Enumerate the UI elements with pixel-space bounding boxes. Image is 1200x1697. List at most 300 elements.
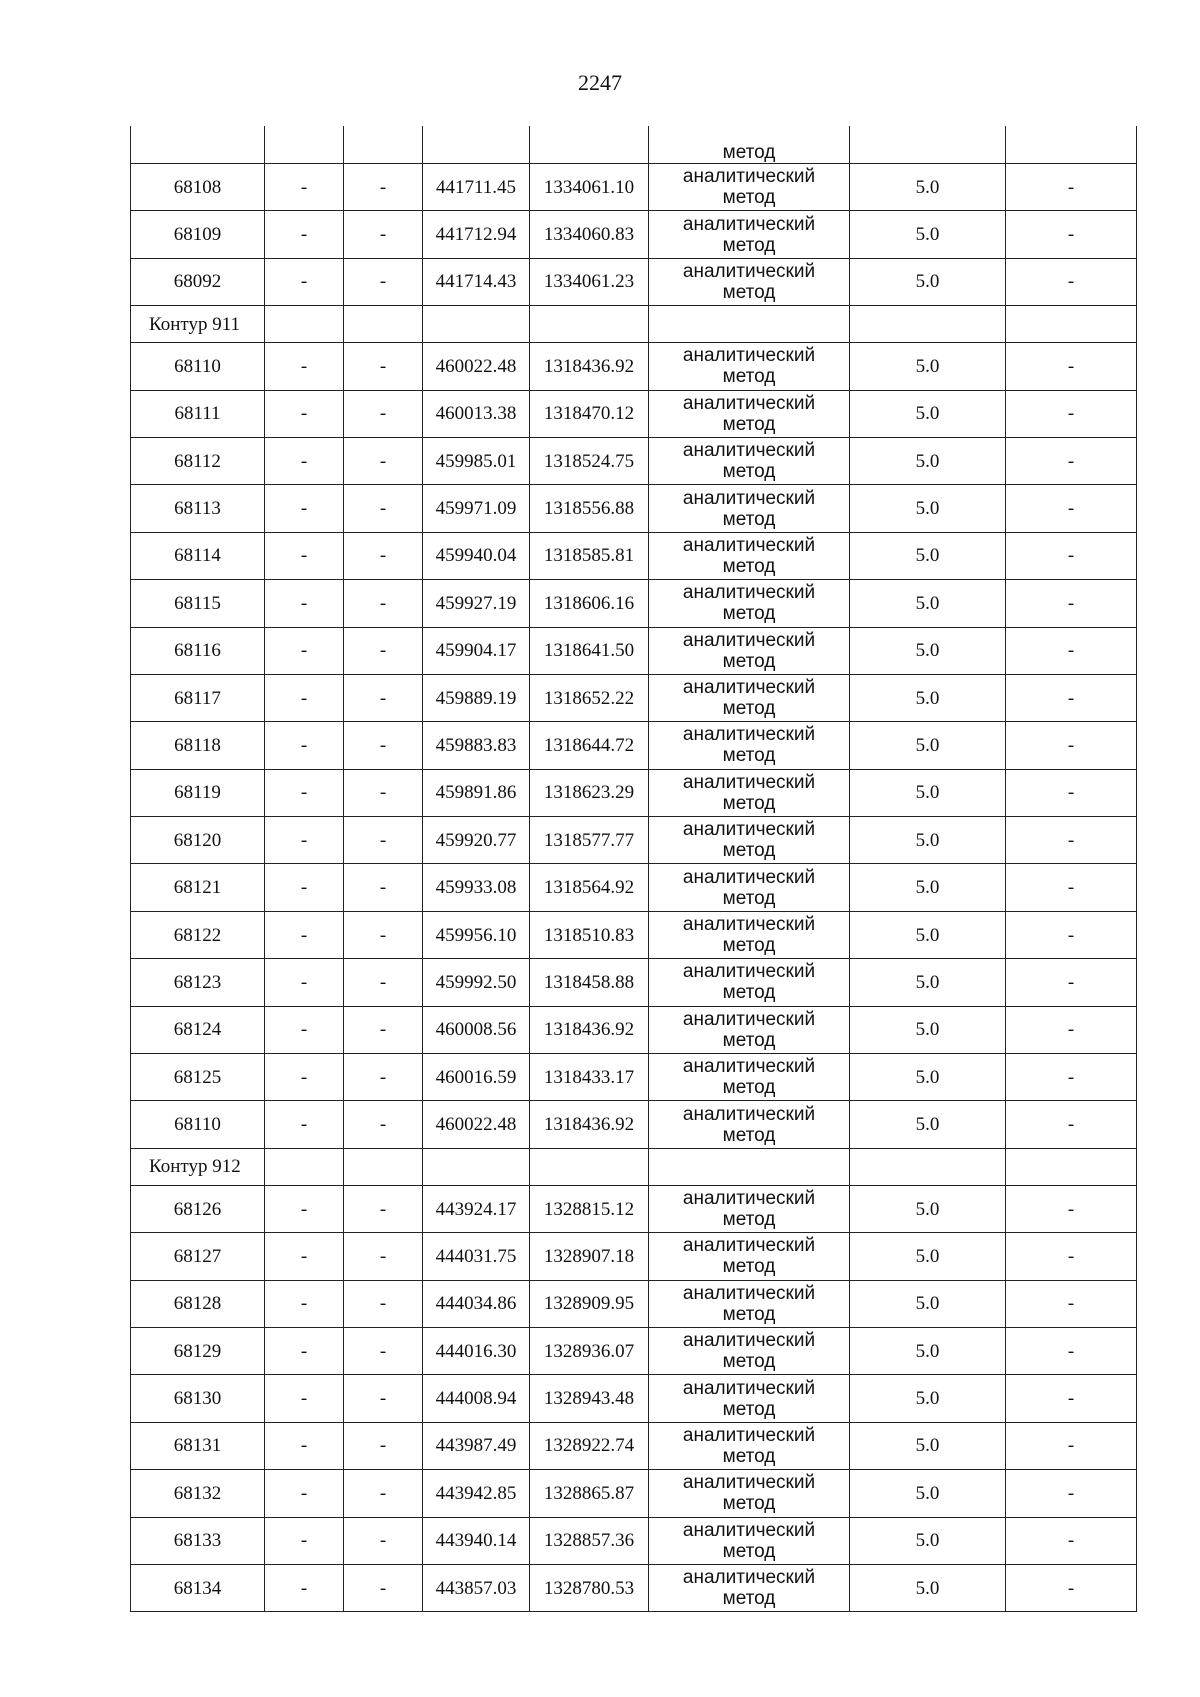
dash-cell: - (1006, 1375, 1137, 1422)
accuracy-cell: 5.0 (850, 627, 1006, 674)
dash-cell: - (344, 1375, 423, 1422)
point-id-cell: 68128 (131, 1280, 265, 1327)
dash-cell: - (265, 532, 344, 579)
x-coordinate-cell: 459956.10 (423, 911, 530, 958)
accuracy-cell: 5.0 (850, 1233, 1006, 1280)
method-line-2: метод (722, 887, 776, 909)
dash-cell: - (344, 1470, 423, 1517)
accuracy-cell: 5.0 (850, 674, 1006, 721)
dash-cell: - (1006, 1564, 1137, 1611)
table-row (131, 1054, 1137, 1101)
table-row (131, 1101, 1137, 1148)
table-cell (649, 306, 850, 343)
method-line-1: аналитический (682, 582, 816, 604)
method-line-2: метод (722, 1398, 776, 1420)
point-id-cell: 68129 (131, 1327, 265, 1374)
table-row (131, 1564, 1137, 1611)
x-coordinate-cell: 443857.03 (423, 1564, 530, 1611)
dash-cell: - (265, 1054, 344, 1101)
table-row (131, 674, 1137, 721)
accuracy-cell: 5.0 (850, 1054, 1006, 1101)
accuracy-cell: 5.0 (850, 911, 1006, 958)
method-line-1: аналитический (682, 1103, 816, 1125)
method-cell (649, 580, 850, 627)
accuracy-cell: 5.0 (850, 769, 1006, 816)
method-line-1: аналитический (682, 819, 816, 841)
method-line-1: аналитический (682, 345, 816, 367)
method-line-2: метод (722, 1493, 776, 1515)
method-line-1: аналитический (682, 914, 816, 936)
table-cell (530, 1148, 649, 1185)
dash-cell: - (1006, 164, 1137, 211)
y-coordinate-cell: 1334061.23 (530, 258, 649, 305)
point-id-cell: 68111 (131, 390, 265, 437)
accuracy-cell: 5.0 (850, 1327, 1006, 1374)
dash-cell: - (265, 1422, 344, 1469)
method-cell (649, 1280, 850, 1327)
y-coordinate-cell: 1328780.53 (530, 1564, 649, 1611)
x-coordinate-cell: 460016.59 (423, 1054, 530, 1101)
y-coordinate-cell: 1328815.12 (530, 1185, 649, 1232)
dash-cell: - (344, 1564, 423, 1611)
dash-cell: - (1006, 674, 1137, 721)
dash-cell: - (344, 258, 423, 305)
method-line-2: метод (722, 281, 776, 303)
y-coordinate-cell: 1318564.92 (530, 864, 649, 911)
method-line-2: метод (722, 461, 776, 483)
table-cell (265, 1148, 344, 1185)
point-id-cell: 68123 (131, 959, 265, 1006)
method-cell (649, 1422, 850, 1469)
method-cell (649, 258, 850, 305)
accuracy-cell: 5.0 (850, 1375, 1006, 1422)
table-row (131, 769, 1137, 816)
dash-cell: - (1006, 1280, 1137, 1327)
dash-cell: - (344, 437, 423, 484)
dash-cell: - (265, 1517, 344, 1564)
accuracy-cell: 5.0 (850, 1101, 1006, 1148)
method-cell (649, 959, 850, 1006)
dash-cell: - (1006, 1517, 1137, 1564)
accuracy-cell: 5.0 (850, 532, 1006, 579)
y-coordinate-cell: 1318436.92 (530, 1006, 649, 1053)
point-id-cell: 68130 (131, 1375, 265, 1422)
coordinates-table (130, 126, 1137, 1612)
method-cell (649, 1006, 850, 1053)
dash-cell: - (265, 164, 344, 211)
table-cell (530, 306, 649, 343)
method-cell (649, 1564, 850, 1611)
dash-cell: - (1006, 1006, 1137, 1053)
method-cell (649, 1327, 850, 1374)
accuracy-cell: 5.0 (850, 1470, 1006, 1517)
dash-cell: - (265, 211, 344, 258)
method-line-2: метод (722, 1351, 776, 1373)
point-id-cell: 68114 (131, 532, 265, 579)
x-coordinate-cell: 460022.48 (423, 343, 530, 390)
x-coordinate-cell: 460013.38 (423, 390, 530, 437)
method-line-1: аналитический (682, 487, 816, 509)
dash-cell: - (1006, 911, 1137, 958)
dash-cell: - (1006, 959, 1137, 1006)
y-coordinate-cell: 1318577.77 (530, 817, 649, 864)
table-cell (530, 126, 649, 164)
dash-cell: - (344, 1185, 423, 1232)
x-coordinate-cell: 459891.86 (423, 769, 530, 816)
method-cell (649, 1375, 850, 1422)
method-line-1: аналитический (682, 440, 816, 462)
method-cell (649, 1054, 850, 1101)
method-line-2: метод (722, 840, 776, 862)
method-line-1: аналитический (682, 534, 816, 556)
x-coordinate-cell: 441711.45 (423, 164, 530, 211)
method-line-1: аналитический (682, 724, 816, 746)
dash-cell: - (265, 817, 344, 864)
dash-cell: - (1006, 1101, 1137, 1148)
accuracy-cell: 5.0 (850, 1280, 1006, 1327)
point-id-cell: 68121 (131, 864, 265, 911)
method-cell (649, 864, 850, 911)
dash-cell: - (1006, 1422, 1137, 1469)
dash-cell: - (344, 1422, 423, 1469)
point-id-cell: 68118 (131, 722, 265, 769)
method-cell (649, 1185, 850, 1232)
table-cell (423, 1148, 530, 1185)
dash-cell: - (1006, 1233, 1137, 1280)
x-coordinate-cell: 444016.30 (423, 1327, 530, 1374)
method-line-2: метод (722, 1077, 776, 1099)
table-cell (850, 1148, 1006, 1185)
dash-cell: - (344, 864, 423, 911)
dash-cell: - (265, 1280, 344, 1327)
dash-cell: - (344, 1517, 423, 1564)
dash-cell: - (344, 211, 423, 258)
method-line-1: аналитический (682, 1519, 816, 1541)
accuracy-cell: 5.0 (850, 485, 1006, 532)
dash-cell: - (1006, 1185, 1137, 1232)
x-coordinate-cell: 444031.75 (423, 1233, 530, 1280)
method-line-1: аналитический (682, 1424, 816, 1446)
method-line-2: метод (722, 234, 776, 256)
dash-cell: - (265, 627, 344, 674)
table-cell (850, 126, 1006, 164)
dash-cell: - (344, 1233, 423, 1280)
method-line-1: аналитический (682, 866, 816, 888)
table-row (131, 1185, 1137, 1232)
table-cell (1006, 126, 1137, 164)
accuracy-cell: 5.0 (850, 258, 1006, 305)
x-coordinate-cell: 459971.09 (423, 485, 530, 532)
point-id-cell: 68124 (131, 1006, 265, 1053)
dash-cell: - (344, 627, 423, 674)
dash-cell: - (1006, 864, 1137, 911)
dash-cell: - (344, 817, 423, 864)
y-coordinate-cell: 1328865.87 (530, 1470, 649, 1517)
dash-cell: - (1006, 343, 1137, 390)
method-line-2: метод (722, 792, 776, 814)
method-cell: метод (649, 126, 850, 164)
table-row (131, 1233, 1137, 1280)
dash-cell: - (265, 1327, 344, 1374)
dash-cell: - (1006, 769, 1137, 816)
table-cell (131, 126, 265, 164)
method-cell (649, 390, 850, 437)
table-row (131, 1280, 1137, 1327)
dash-cell: - (344, 1101, 423, 1148)
method-line-2: метод (722, 1303, 776, 1325)
x-coordinate-cell: 459933.08 (423, 864, 530, 911)
table-cell (265, 126, 344, 164)
dash-cell: - (1006, 532, 1137, 579)
y-coordinate-cell: 1328922.74 (530, 1422, 649, 1469)
table-row (131, 817, 1137, 864)
dash-cell: - (265, 1101, 344, 1148)
method-cell (649, 769, 850, 816)
dash-cell: - (265, 911, 344, 958)
x-coordinate-cell: 459920.77 (423, 817, 530, 864)
method-line-2: метод (722, 1540, 776, 1562)
y-coordinate-cell: 1318585.81 (530, 532, 649, 579)
table-row (131, 959, 1137, 1006)
dash-cell: - (265, 1006, 344, 1053)
dash-cell: - (344, 722, 423, 769)
point-id-cell: 68116 (131, 627, 265, 674)
table-cell (1006, 1148, 1137, 1185)
dash-cell: - (344, 959, 423, 1006)
dash-cell: - (265, 674, 344, 721)
method-line-2: метод (722, 508, 776, 530)
accuracy-cell: 5.0 (850, 1517, 1006, 1564)
x-coordinate-cell: 459927.19 (423, 580, 530, 627)
accuracy-cell: 5.0 (850, 343, 1006, 390)
page-number: 2247 (578, 70, 622, 95)
method-line-2: метод (722, 413, 776, 435)
y-coordinate-cell: 1318623.29 (530, 769, 649, 816)
method-line-2: метод (722, 603, 776, 625)
y-coordinate-cell: 1318524.75 (530, 437, 649, 484)
table-row (131, 1327, 1137, 1374)
y-coordinate-cell: 1318436.92 (530, 1101, 649, 1148)
dash-cell: - (1006, 722, 1137, 769)
point-id-cell: 68119 (131, 769, 265, 816)
y-coordinate-cell: 1334060.83 (530, 211, 649, 258)
table-row (131, 580, 1137, 627)
x-coordinate-cell: 460008.56 (423, 1006, 530, 1053)
method-line-1: аналитический (682, 1330, 816, 1352)
accuracy-cell: 5.0 (850, 1185, 1006, 1232)
x-coordinate-cell: 460022.48 (423, 1101, 530, 1148)
table-cell (1006, 306, 1137, 343)
method-line-1: аналитический (682, 1056, 816, 1078)
dash-cell: - (344, 164, 423, 211)
dash-cell: - (265, 959, 344, 1006)
y-coordinate-cell: 1318556.88 (530, 485, 649, 532)
point-id-cell: 68113 (131, 485, 265, 532)
y-coordinate-cell: 1318644.72 (530, 722, 649, 769)
method-line-1: аналитический (682, 1377, 816, 1399)
dash-cell: - (1006, 211, 1137, 258)
accuracy-cell: 5.0 (850, 437, 1006, 484)
table-row (131, 864, 1137, 911)
dash-cell: - (1006, 390, 1137, 437)
table-row (131, 627, 1137, 674)
method-cell (649, 437, 850, 484)
method-cell (649, 674, 850, 721)
dash-cell: - (265, 437, 344, 484)
accuracy-cell: 5.0 (850, 580, 1006, 627)
table-row (131, 437, 1137, 484)
method-line-1: аналитический (682, 1567, 816, 1589)
y-coordinate-cell: 1318641.50 (530, 627, 649, 674)
table-cell (344, 126, 423, 164)
table-row (131, 211, 1137, 258)
method-line-1: аналитический (682, 166, 816, 188)
y-coordinate-cell: 1328857.36 (530, 1517, 649, 1564)
table-row (131, 390, 1137, 437)
point-id-cell: 68092 (131, 258, 265, 305)
method-line-2: метод (722, 1029, 776, 1051)
method-line-2: метод (722, 935, 776, 957)
table-row (131, 722, 1137, 769)
dash-cell: - (1006, 1327, 1137, 1374)
dash-cell: - (344, 343, 423, 390)
point-id-cell: 68110 (131, 343, 265, 390)
dash-cell: - (1006, 437, 1137, 484)
dash-cell: - (265, 1185, 344, 1232)
table-row (131, 1517, 1137, 1564)
point-id-cell: 68126 (131, 1185, 265, 1232)
method-line-2: метод (722, 1256, 776, 1278)
dash-cell: - (344, 1327, 423, 1374)
method-cell (649, 164, 850, 211)
method-line-2: метод (722, 187, 776, 209)
x-coordinate-cell: 459940.04 (423, 532, 530, 579)
y-coordinate-cell: 1334061.10 (530, 164, 649, 211)
accuracy-cell: 5.0 (850, 864, 1006, 911)
method-cell (649, 532, 850, 579)
x-coordinate-cell: 459992.50 (423, 959, 530, 1006)
method-line-1: аналитический (682, 677, 816, 699)
accuracy-cell: 5.0 (850, 817, 1006, 864)
accuracy-cell: 5.0 (850, 959, 1006, 1006)
method-line-1: аналитический (682, 1235, 816, 1257)
dash-cell: - (265, 485, 344, 532)
x-coordinate-cell: 459904.17 (423, 627, 530, 674)
x-coordinate-cell: 443924.17 (423, 1185, 530, 1232)
method-line-1: аналитический (682, 1008, 816, 1030)
point-id-cell: 68125 (131, 1054, 265, 1101)
method-line-2: метод (722, 698, 776, 720)
method-cell (649, 627, 850, 674)
method-line-2: метод (722, 1445, 776, 1467)
x-coordinate-cell: 441712.94 (423, 211, 530, 258)
method-cell (649, 911, 850, 958)
point-id-cell: 68112 (131, 437, 265, 484)
dash-cell: - (265, 769, 344, 816)
point-id-cell: 68133 (131, 1517, 265, 1564)
dash-cell: - (265, 722, 344, 769)
y-coordinate-cell: 1318436.92 (530, 343, 649, 390)
accuracy-cell: 5.0 (850, 390, 1006, 437)
accuracy-cell: 5.0 (850, 722, 1006, 769)
method-cell (649, 1517, 850, 1564)
method-cell (649, 817, 850, 864)
table-cell (265, 306, 344, 343)
y-coordinate-cell: 1318606.16 (530, 580, 649, 627)
method-line-1: аналитический (682, 629, 816, 651)
point-id-cell: 68127 (131, 1233, 265, 1280)
y-coordinate-cell: 1318470.12 (530, 390, 649, 437)
table-cell (850, 306, 1006, 343)
method-line-1: аналитический (682, 1472, 816, 1494)
point-id-cell: 68117 (131, 674, 265, 721)
accuracy-cell: 5.0 (850, 164, 1006, 211)
dash-cell: - (265, 1470, 344, 1517)
table-row (131, 258, 1137, 305)
table-cell (423, 126, 530, 164)
y-coordinate-cell: 1328907.18 (530, 1233, 649, 1280)
method-line-2: метод (722, 555, 776, 577)
method-line-1: аналитический (682, 1188, 816, 1209)
method-line-2: метод (722, 1588, 776, 1610)
dash-cell: - (1006, 580, 1137, 627)
dash-cell: - (344, 769, 423, 816)
contour-label: Контур 911 (131, 306, 265, 343)
method-line-2: метод (722, 1209, 776, 1230)
continuation-row (131, 126, 1137, 164)
table-row (131, 343, 1137, 390)
contour-header-row (131, 306, 1137, 343)
accuracy-cell: 5.0 (850, 1422, 1006, 1469)
point-id-cell: 68122 (131, 911, 265, 958)
dash-cell: - (1006, 1054, 1137, 1101)
dash-cell: - (265, 390, 344, 437)
dash-cell: - (344, 390, 423, 437)
table-cell (423, 306, 530, 343)
method-line-2: метод (722, 745, 776, 767)
dash-cell: - (265, 258, 344, 305)
y-coordinate-cell: 1328936.07 (530, 1327, 649, 1374)
dash-cell: - (265, 1375, 344, 1422)
table-cell (649, 1148, 850, 1185)
table-row (131, 1422, 1137, 1469)
method-line-1: аналитический (682, 213, 816, 235)
table-row (131, 532, 1137, 579)
method-line-1: аналитический (682, 961, 816, 983)
dash-cell: - (344, 1006, 423, 1053)
y-coordinate-cell: 1328909.95 (530, 1280, 649, 1327)
y-coordinate-cell: 1318433.17 (530, 1054, 649, 1101)
method-cell (649, 1233, 850, 1280)
contour-header-row (131, 1148, 1137, 1185)
table-row (131, 911, 1137, 958)
table-row (131, 485, 1137, 532)
dash-cell: - (344, 532, 423, 579)
dash-cell: - (344, 580, 423, 627)
table-row (131, 1375, 1137, 1422)
x-coordinate-cell: 459985.01 (423, 437, 530, 484)
x-coordinate-cell: 444034.86 (423, 1280, 530, 1327)
x-coordinate-cell: 459883.83 (423, 722, 530, 769)
point-id-cell: 68131 (131, 1422, 265, 1469)
method-line-1: аналитический (682, 260, 816, 282)
method-line-2: метод (722, 650, 776, 672)
table-row (131, 1470, 1137, 1517)
y-coordinate-cell: 1318510.83 (530, 911, 649, 958)
dash-cell: - (344, 911, 423, 958)
dash-cell: - (1006, 627, 1137, 674)
dash-cell: - (265, 864, 344, 911)
